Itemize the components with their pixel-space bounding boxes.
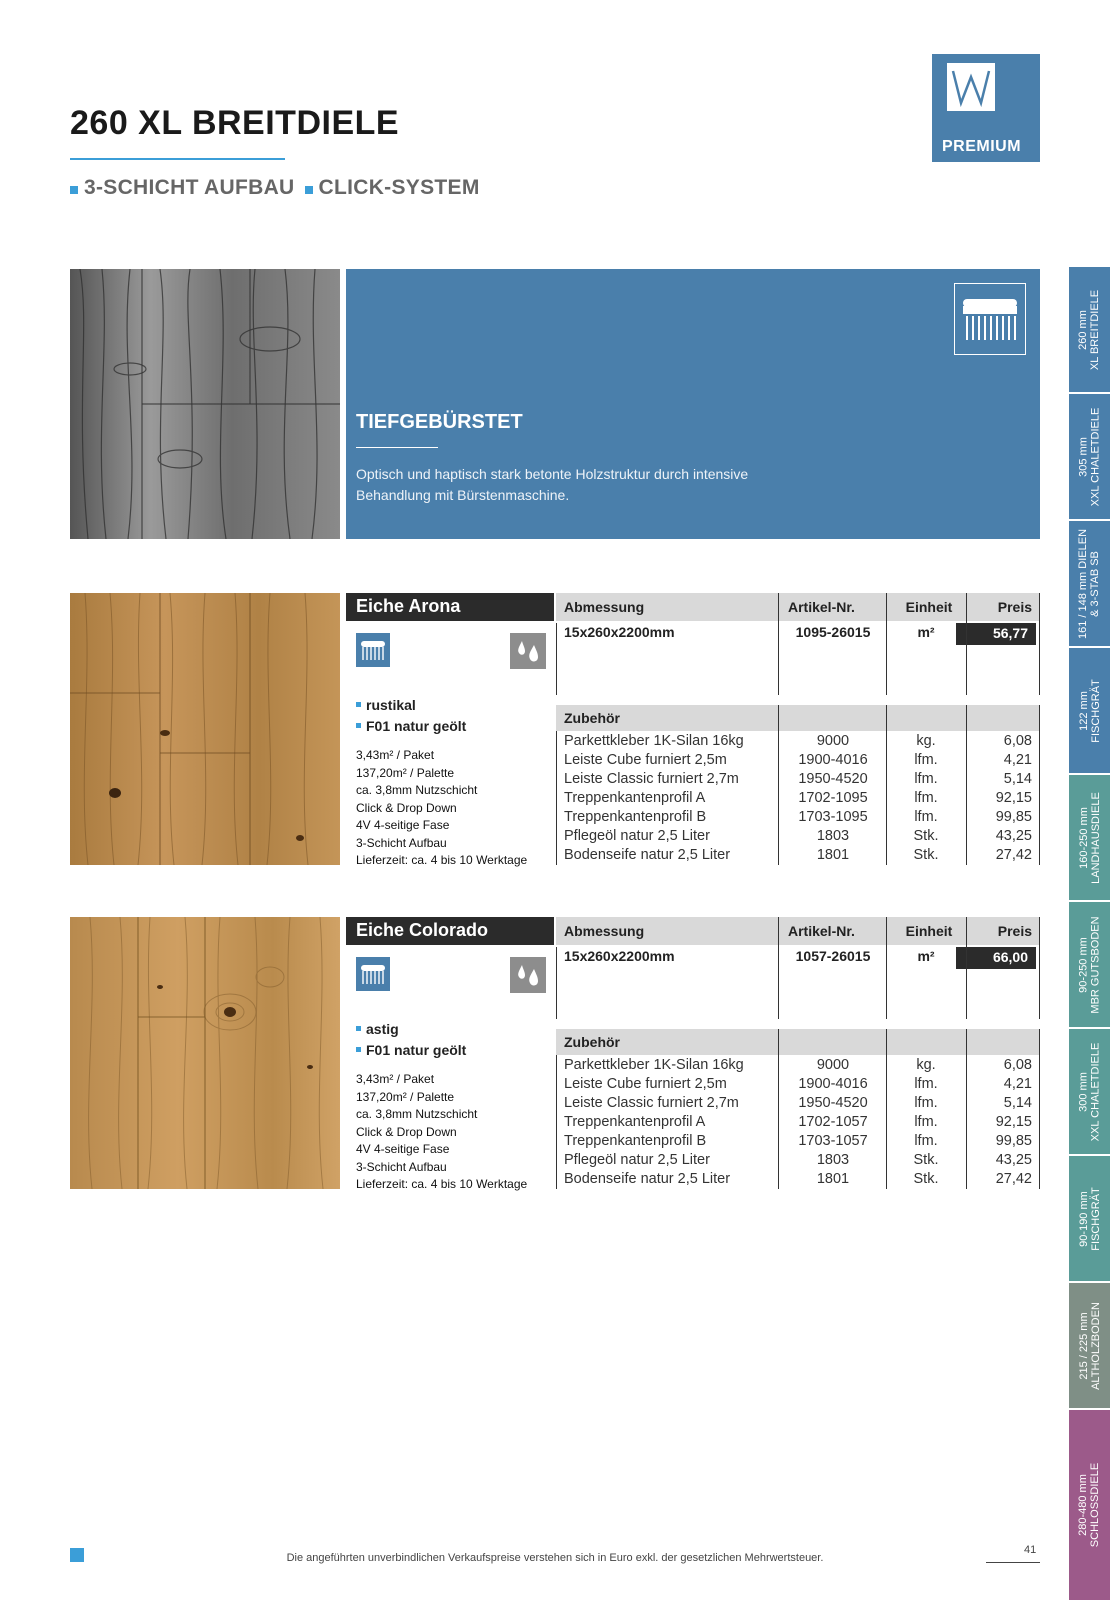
product-features [356, 695, 466, 737]
article-value: 1057-26015 [795, 948, 871, 964]
detail-line: 4V 4-seitige Fase [356, 818, 450, 832]
tab-altholzboden[interactable]: 215 / 225 mm ALTHOLZBODEN [1069, 1283, 1110, 1408]
accessory-row: Treppenkantenprofil B 1703-1095 lfm. 99,85 [564, 809, 1032, 825]
tab-122-fischgraet[interactable]: 122 mm FISCHGRÄT [1069, 648, 1110, 773]
price-table [556, 917, 1040, 1189]
price-table [556, 593, 1040, 865]
product-wood-image [70, 917, 340, 1189]
header-article: Artikel-Nr. [788, 599, 855, 615]
header-article: Artikel-Nr. [788, 923, 855, 939]
header-dimension: Abmessung [564, 923, 645, 939]
detail-line: 4V 4-seitige Fase [356, 1142, 450, 1156]
unit-value: m² [917, 624, 935, 640]
tab-mbr-gutsboden[interactable]: 90-250 mm MBR GUTSBODEN [1069, 902, 1110, 1027]
article-value: 1095-26015 [795, 624, 871, 640]
treatment-description: Optisch und haptisch stark betonte Holzstruktur durch intensive Behandlung mit Bürstenmaschine. [356, 466, 749, 503]
product-wood-image [70, 593, 340, 865]
product-details [356, 747, 527, 870]
dimension-value: 15x260x2200mm [564, 948, 675, 964]
premium-logo [932, 54, 1040, 162]
header-price: Preis [997, 599, 1032, 615]
subtitle-item: CLICK-SYSTEM [305, 176, 480, 200]
detail-line: ca. 3,8mm Nutzschicht [356, 783, 478, 797]
tab-90-190-fischgraet[interactable]: 90-190 mm FISCHGRÄT [1069, 1156, 1110, 1281]
table-header [556, 917, 1040, 945]
tab-300-xxl-chaletdiele[interactable]: 300 mm XXL CHALETDIELE [1069, 1029, 1110, 1154]
product-card [70, 593, 1040, 865]
table-header [556, 593, 1040, 621]
accessory-row: Parkettkleber 1K-Silan 16kg 9000 kg. 6,08 [564, 1057, 1032, 1073]
feature-item: F01 natur geölt [356, 716, 466, 737]
accessory-row: Bodenseife natur 2,5 Liter 1801 Stk. 27,42 [564, 1171, 1032, 1187]
detail-line: 3-Schicht Aufbau [356, 835, 447, 850]
price-value: 66,00 [956, 947, 1036, 969]
accessory-row: Leiste Cube furniert 2,5m 1900-4016 lfm. 4,21 [564, 1076, 1032, 1092]
brushed-wood-sample [70, 269, 340, 539]
title-underline [70, 158, 285, 160]
feature-item: rustikal [356, 695, 466, 716]
header-unit: Einheit [905, 923, 953, 939]
brush-icon [954, 283, 1026, 355]
product-name: Eiche Colorado [346, 917, 554, 945]
logo-label: PREMIUM [942, 138, 1022, 155]
brush-icon [356, 957, 390, 991]
page-number-rule [986, 1562, 1040, 1563]
detail-line: Click & Drop Down [356, 800, 457, 815]
oil-drops-icon [510, 957, 546, 993]
brush-icon [356, 633, 390, 667]
treatment-title-rule [356, 447, 438, 448]
detail-line: 3,43m² / Paket [356, 1072, 435, 1086]
accessory-row: Parkettkleber 1K-Silan 16kg 9000 kg. 6,08 [564, 733, 1032, 749]
header-price: Preis [997, 923, 1032, 939]
accessory-row: Treppenkantenprofil B 1703-1057 lfm. 99,85 [564, 1133, 1032, 1149]
accessory-row: Bodenseife natur 2,5 Liter 1801 Stk. 27,42 [564, 847, 1032, 863]
detail-line: Lieferzeit: ca. 4 bis 10 Werktage [356, 1177, 528, 1191]
page-number: 41 [1024, 1544, 1037, 1556]
product-card [70, 917, 1040, 1189]
tab-landhausdiele[interactable]: 160-250 mm LANDHAUSDIELE [1069, 775, 1110, 900]
accessory-row: Leiste Classic furniert 2,7m 1950-4520 lfm. 5,14 [564, 771, 1032, 787]
price-value: 56,77 [956, 623, 1036, 645]
subtitle [70, 176, 480, 200]
accessories-header: Zubehör [556, 1029, 1040, 1055]
w-logo-icon [947, 63, 995, 111]
oil-drops-icon [510, 633, 546, 669]
accessory-row: Treppenkantenprofil A 1702-1057 lfm. 92,15 [564, 1114, 1032, 1130]
treatment-title: TIEFGEBÜRSTET [356, 411, 523, 433]
accessories-header: Zubehör [556, 705, 1040, 731]
detail-line: 3,43m² / Paket [356, 748, 435, 762]
tab-305-xxl-chaletdiele[interactable]: 305 mm XXL CHALETDIELE [1069, 394, 1110, 519]
detail-line: 3-Schicht Aufbau [356, 1159, 447, 1174]
accessory-row: Leiste Classic furniert 2,7m 1950-4520 lfm. 5,14 [564, 1095, 1032, 1111]
product-features [356, 1019, 466, 1061]
detail-line: Click & Drop Down [356, 1124, 457, 1139]
dimension-value: 15x260x2200mm [564, 624, 675, 640]
header-unit: Einheit [905, 599, 953, 615]
product-name: Eiche Arona [346, 593, 554, 621]
page-title: 260 XL BREITDIELE [70, 104, 400, 142]
detail-line: Lieferzeit: ca. 4 bis 10 Werktage [356, 853, 528, 867]
accessory-row: Leiste Cube furniert 2,5m 1900-4016 lfm. 4,21 [564, 752, 1032, 768]
tab-schlossdiele[interactable]: 280-480 mm SCHLOSSDIELE [1069, 1410, 1110, 1600]
header-dimension: Abmessung [564, 599, 645, 615]
detail-line: ca. 3,8mm Nutzschicht [356, 1107, 478, 1121]
tab-260-xl-breitdiele[interactable]: 260 mm XL BREITDIELE [1069, 267, 1110, 392]
tab-161-148-dielen[interactable]: 161 / 148 mm DIELEN & 3-STAB SB [1069, 521, 1110, 646]
detail-line: 137,20m² / Palette [356, 765, 455, 780]
feature-item: F01 natur geölt [356, 1040, 466, 1061]
treatment-panel [346, 269, 1040, 539]
subtitle-item: 3-SCHICHT AUFBAU [70, 176, 295, 200]
feature-item: astig [356, 1019, 466, 1040]
unit-value: m² [917, 948, 935, 964]
price-disclaimer: Die angeführten unverbindlichen Verkaufspreise verstehen sich in Euro exkl. der gesetzlichen Mehrwertsteuer. [286, 1552, 824, 1564]
product-details [356, 1071, 527, 1194]
accessory-row: Pflegeöl natur 2,5 Liter 1803 Stk. 43,25 [564, 1152, 1032, 1168]
accessory-row: Treppenkantenprofil A 1702-1095 lfm. 92,15 [564, 790, 1032, 806]
detail-line: 137,20m² / Palette [356, 1089, 455, 1104]
accessory-row: Pflegeöl natur 2,5 Liter 1803 Stk. 43,25 [564, 828, 1032, 844]
